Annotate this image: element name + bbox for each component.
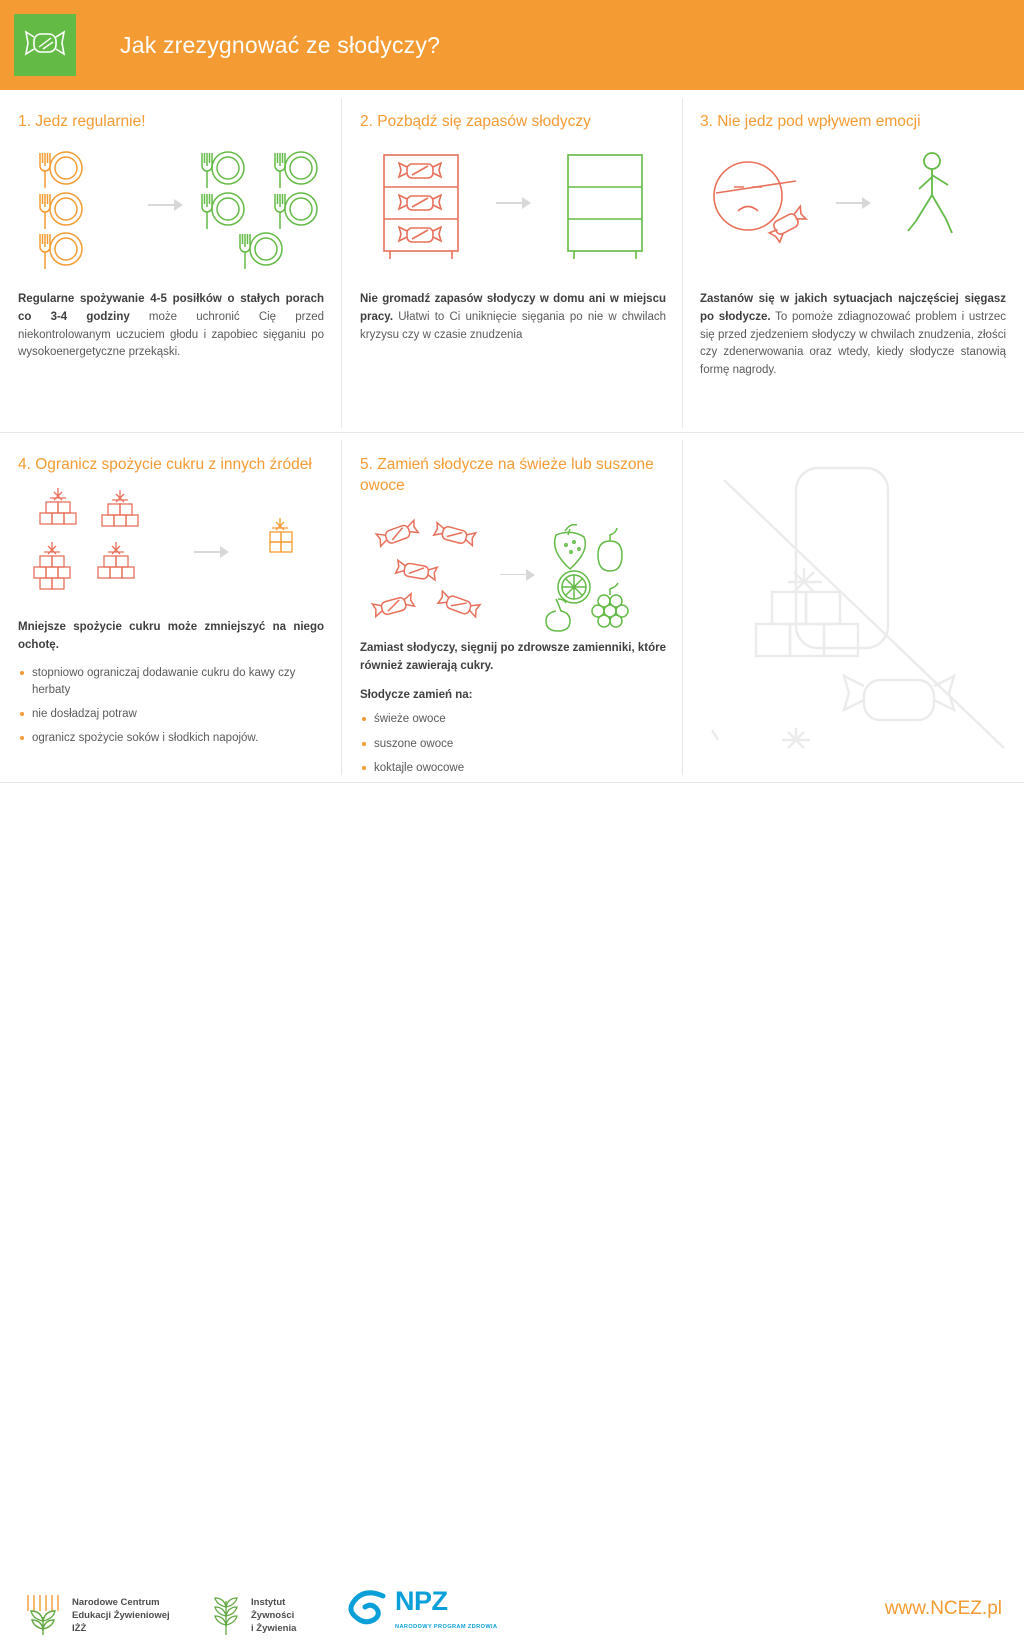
candies-group-icon (372, 520, 480, 617)
card-5-lead: Zamiast słodyczy, sięgnij po zdrowsze zamienniki, które również zawierają cukry. (360, 641, 666, 672)
footer-logo-ncez-line-2: Edukacji Żywieniowej (72, 1610, 170, 1622)
card-2-text (360, 291, 666, 344)
watermark-graphic (704, 440, 1024, 780)
izz-wheat-icon (208, 1591, 244, 1642)
card-4-bullet-list (18, 665, 324, 748)
list-item: stopniowo ograniczaj dodawanie cukru do kawy czy herbaty (18, 665, 324, 700)
footer-logo-npz (345, 1588, 497, 1633)
footer-logo-izz (208, 1591, 296, 1642)
card-3-figure (700, 141, 1006, 291)
card-3-text (700, 291, 1006, 380)
card-2-rest: Ułatwi to Ci uniknięcie sięgania po nie w chwilach kryzysu czy w czasie znudzenia (360, 310, 666, 341)
divider-horizontal-1 (0, 432, 1024, 433)
website-link[interactable]: www.NCEZ.pl (884, 1598, 1002, 1619)
grapes-icon (592, 583, 628, 627)
card-1-title: 1. Jedz regularnie! (18, 113, 146, 130)
footer-logo-izz-text (251, 1597, 296, 1635)
page-title: Jak zrezygnować ze słodyczy? (120, 31, 441, 58)
card-5-sub-lead: Słodycze zamień na: (360, 689, 473, 702)
card-5-title: 5. Zamień słodycze na świeże lub suszone owoce (360, 456, 654, 494)
list-item: koktajle owocowe (360, 760, 666, 777)
npz-wordmark: NPZ (395, 1586, 448, 1616)
strawberry-icon (555, 524, 586, 568)
card-3 (700, 112, 1006, 380)
pear-icon (546, 599, 570, 631)
apple-icon (598, 528, 622, 571)
footer-logo-izz-line-3: i Żywienia (251, 1622, 297, 1634)
divider-vertical-1 (341, 98, 342, 428)
arrow-right-icon (500, 569, 540, 581)
card-3-rest: To pomoże zdiagnozować problem i ustrzec się przed zjedzeniem słodyczy w chwilach znudzenia, złości czy zdenerwowania oraz wtedy, kiedy słodycze stanowią formę nagrody. (700, 310, 1006, 377)
card-4 (18, 455, 324, 755)
walking-person-icon (908, 153, 952, 233)
card-2 (360, 112, 666, 344)
card-2-lead: Nie gromadź zapasów słodyczy w domu ani w miejscu pracy. (360, 292, 666, 323)
card-2-figure (360, 141, 666, 291)
candy-icon (23, 28, 67, 63)
list-item: ogranicz spożycie soków i słodkich napojów. (18, 730, 324, 747)
arrow-right-icon (496, 197, 536, 209)
card-4-figure (18, 484, 324, 619)
divider-vertical-2 (682, 98, 683, 428)
header-logo (14, 14, 76, 76)
small-sugar-cubes-icon (270, 518, 292, 552)
card-5-figure (360, 515, 666, 640)
sad-face-no-candy-icon (714, 162, 807, 244)
card-3-lead: Zastanów się w jakich sytuacjach najczęściej sięgasz po słodycze. (700, 292, 1006, 323)
footer-logo-ncez (22, 1591, 170, 1642)
card-4-text (18, 619, 324, 655)
card-4-lead: Mniejsze spożycie cukru może zmniejszyć na niego ochotę. (18, 620, 324, 651)
footer-logo-ncez-line-3: IŻŻ (72, 1622, 87, 1634)
footer-logo-ncez-line-1: Narodowe Centrum (72, 1597, 160, 1609)
card-5-bullet-list (360, 711, 666, 777)
header-bar (0, 0, 1024, 90)
cabinet-full-of-candy-icon (384, 155, 458, 259)
ncez-wheat-icon (22, 1591, 64, 1642)
footer-logo-ncez-text (72, 1597, 170, 1635)
card-5-text (360, 640, 666, 676)
sugar-cubes-pile-icon (34, 488, 138, 589)
card-1-text (18, 291, 324, 362)
footer (0, 783, 1024, 1634)
arrow-right-icon (194, 546, 234, 558)
orange-slice-icon (558, 571, 590, 603)
card-5 (360, 455, 666, 784)
list-item: świeże owoce (360, 711, 666, 728)
divider-vertical-3 (341, 440, 342, 775)
npz-swirl-icon (345, 1588, 389, 1633)
card-4-title: 4. Ogranicz spożycie cukru z innych źródeł (18, 456, 312, 473)
card-1-lead: Regularne spożywanie 4-5 posiłków o stałych porach co 3-4 godziny (18, 292, 324, 323)
divider-vertical-4 (682, 440, 683, 775)
footer-logo-izz-line-2: Żywności (251, 1610, 295, 1622)
footer-logo-izz-line-1: Instytut (251, 1597, 286, 1609)
npz-subtitle: NARODOWY PROGRAM ZDROWIA (395, 1624, 498, 1630)
arrow-right-icon (148, 199, 188, 211)
card-3-title: 3. Nie jedz pod wpływem emocji (700, 113, 921, 130)
list-item: nie dosładzaj potraw (18, 706, 324, 723)
arrow-right-icon (836, 197, 876, 209)
card-1 (18, 112, 324, 362)
list-item: suszone owoce (360, 736, 666, 753)
card-1-rest: może uchronić Cię przed niekontrolowanym uczuciem głodu i zapobiec sięganiu po wysokoenergetyczne przekąski. (18, 310, 324, 359)
empty-cabinet-icon (568, 155, 642, 259)
card-1-figure (18, 141, 324, 291)
card-2-title: 2. Pozbądź się zapasów słodyczy (360, 113, 591, 130)
